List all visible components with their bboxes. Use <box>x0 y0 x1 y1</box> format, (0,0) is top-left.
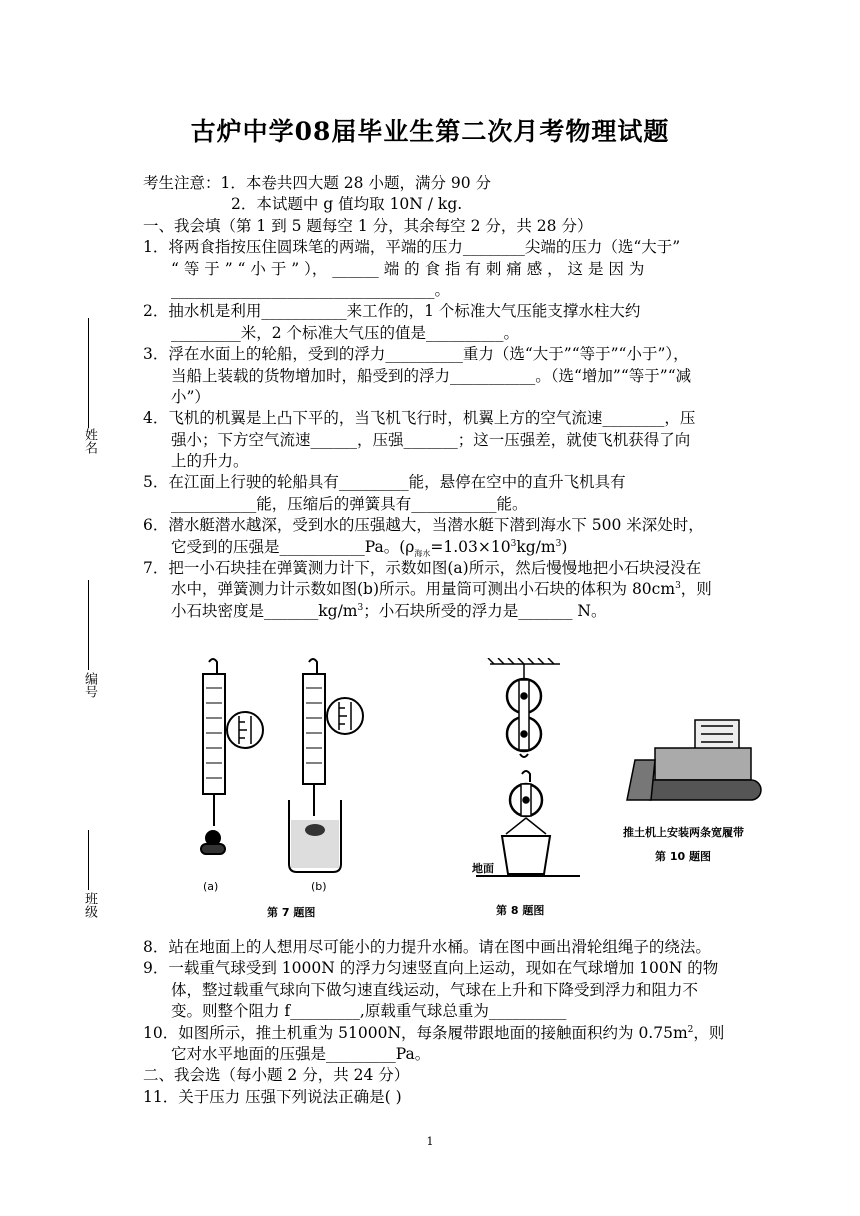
notice-line-2: 2．本试题中 g 值均取 10N / kg. <box>231 195 463 214</box>
q10-superscript: 2 <box>687 1024 694 1035</box>
section-heading-fill: 一、我会填（第 1 到 5 题每空 1 分，其余每空 2 分，共 28 分） <box>143 216 593 235</box>
q6-text-c: kg/m <box>516 537 556 556</box>
question-3-line-1: 3．浮在水面上的轮船，受到的浮力__________重力（选“大于”“等于”“小于”）， <box>143 345 689 364</box>
questions-upper <box>143 173 763 622</box>
name-rule <box>88 318 89 428</box>
notice-line-1: 考生注意：1．本卷共四大题 28 小题，满分 90 分 <box>143 174 492 192</box>
question-4-line-3: 上的升力。 <box>171 452 249 471</box>
q7-line3-text-b: ；小石块所受的浮力是_______ N。 <box>363 601 607 620</box>
question-9-line-3: 变。则整个阻力 f_________,原载重气球总重为__________ <box>171 1002 567 1021</box>
fig7-label-b: (b) <box>311 880 327 893</box>
q7-text-a: 水中，弹簧测力计示数如图(b)所示。用量筒可测出小石块的体积为 80cm <box>171 580 676 599</box>
fig7-caption: 第 7 题图 <box>267 906 316 919</box>
question-9-line-2: 体，整过载重气球向下做匀速直线运动，气球在上升和下降受到浮力和阻力不 <box>171 980 699 999</box>
class-rule <box>88 830 89 890</box>
figure-8-pulley <box>470 658 590 920</box>
number-rule <box>88 580 89 670</box>
q6-superscript: 3 <box>510 538 517 549</box>
question-7-line-2 <box>143 579 763 600</box>
q6-text-b: =1.03×10 <box>430 537 511 556</box>
q10-text-b: ，则 <box>693 1023 725 1042</box>
question-9-line-1: 9．一载重气球受到 1000N 的浮力匀速竖直向上运动，现如在气球增加 100N 的物 <box>143 959 719 978</box>
fig10-caption: 第 10 题图 <box>655 850 711 863</box>
margin-label-class: 班级 <box>82 892 97 918</box>
margin-label-number: 编号 <box>82 672 97 698</box>
question-1-line-3: __________________________________。 <box>171 280 451 299</box>
question-3-line-2: 当船上装载的货物增加时，船受到的浮力___________。（选“增加”“等于”“减 <box>171 366 692 385</box>
question-4-line-2: 强小；下方空气流速______，压强_______；这一压强差，就使飞机获得了向 <box>171 430 691 449</box>
page-title: 古炉中学08届毕业生第二次月考物理试题 <box>190 117 670 146</box>
question-5-line-1: 5．在江面上行驶的轮船具有_________能，悬停在空中的直升飞机具有 <box>143 473 626 492</box>
question-2-line-2: _________米，2 个标准大气压的值是__________。 <box>171 323 520 342</box>
section-heading-choice: 二、我会选（每小题 2 分，共 24 分） <box>143 1066 410 1085</box>
figure-7-spring-scale <box>185 658 395 920</box>
question-8-line-1: 8．站在地面上的人想用尽可能小的力提升水桶。请在图中画出滑轮组绳子的绕法。 <box>143 938 711 956</box>
fig10-label: 推土机上安装两条宽履带 <box>623 826 744 839</box>
question-6-line-1: 6．潜水艇潜水越深，受到水的压强越大，当潜水艇下潜到海水下 500 米深处时， <box>143 516 704 535</box>
q10-text-a: 10．如图所示，推土机重为 51000N，每条履带跟地面的接触面积约为 0.75m <box>143 1023 688 1042</box>
q6-text-d: ) <box>561 537 568 556</box>
q6-superscript-2: 3 <box>555 538 562 549</box>
question-10-line-2: 它对水平地面的压强是_________Pa。 <box>171 1044 431 1063</box>
question-2-line-1: 2．抽水机是利用___________来工作的，1 个标准大气压能支撑水柱大约 <box>143 302 641 321</box>
q6-subscript: 海水 <box>414 548 431 558</box>
figure-10-bulldozer <box>615 700 775 872</box>
page-number: 1 <box>426 1135 434 1148</box>
question-1-line-1: 1．将两食指按压住圆珠笔的两端，平端的压力________尖端的压力（选“大于” <box>143 238 681 257</box>
question-1-line-2: “ 等 于 ” “ 小 于 ” ）， ______ 端 的 食 指 有 刺 痛 感 ， 这 是 因 为 <box>171 259 645 278</box>
fig8-ground-label: 地面 <box>472 862 494 875</box>
questions-lower <box>143 937 763 1108</box>
q7-line3-text-a: 小石块密度是_______kg/m <box>171 601 358 620</box>
question-7-line-3 <box>143 601 763 622</box>
question-6-line-2 <box>143 537 763 558</box>
q6-text-a: 它受到的压强是___________Pa。(ρ <box>171 537 415 556</box>
question-5-line-2: ___________能，压缩后的弹簧具有___________能。 <box>171 494 528 513</box>
q7-superscript: 3 <box>675 581 681 592</box>
margin-label-name: 姓名 <box>82 428 97 454</box>
question-11-line-1: 11．关于压力 压强下列说法正确是( ) <box>143 1087 402 1106</box>
question-3-line-3: 小”） <box>171 387 210 406</box>
question-10-line-1 <box>143 1023 763 1044</box>
fig8-caption: 第 8 题图 <box>496 904 545 917</box>
q7-text-b: ，则 <box>680 580 712 599</box>
question-4-line-1: 4．飞机的机翼是上凸下平的，当飞机飞行时，机翼上方的空气流速________，压 <box>143 409 696 428</box>
q7-line3-superscript: 3 <box>357 602 364 613</box>
question-7-line-1: 7．把一小石块挂在弹簧测力计下，示数如图(a)所示，然后慢慢地把小石块浸没在 <box>143 559 702 578</box>
fig7-label-a: (a) <box>203 880 219 893</box>
